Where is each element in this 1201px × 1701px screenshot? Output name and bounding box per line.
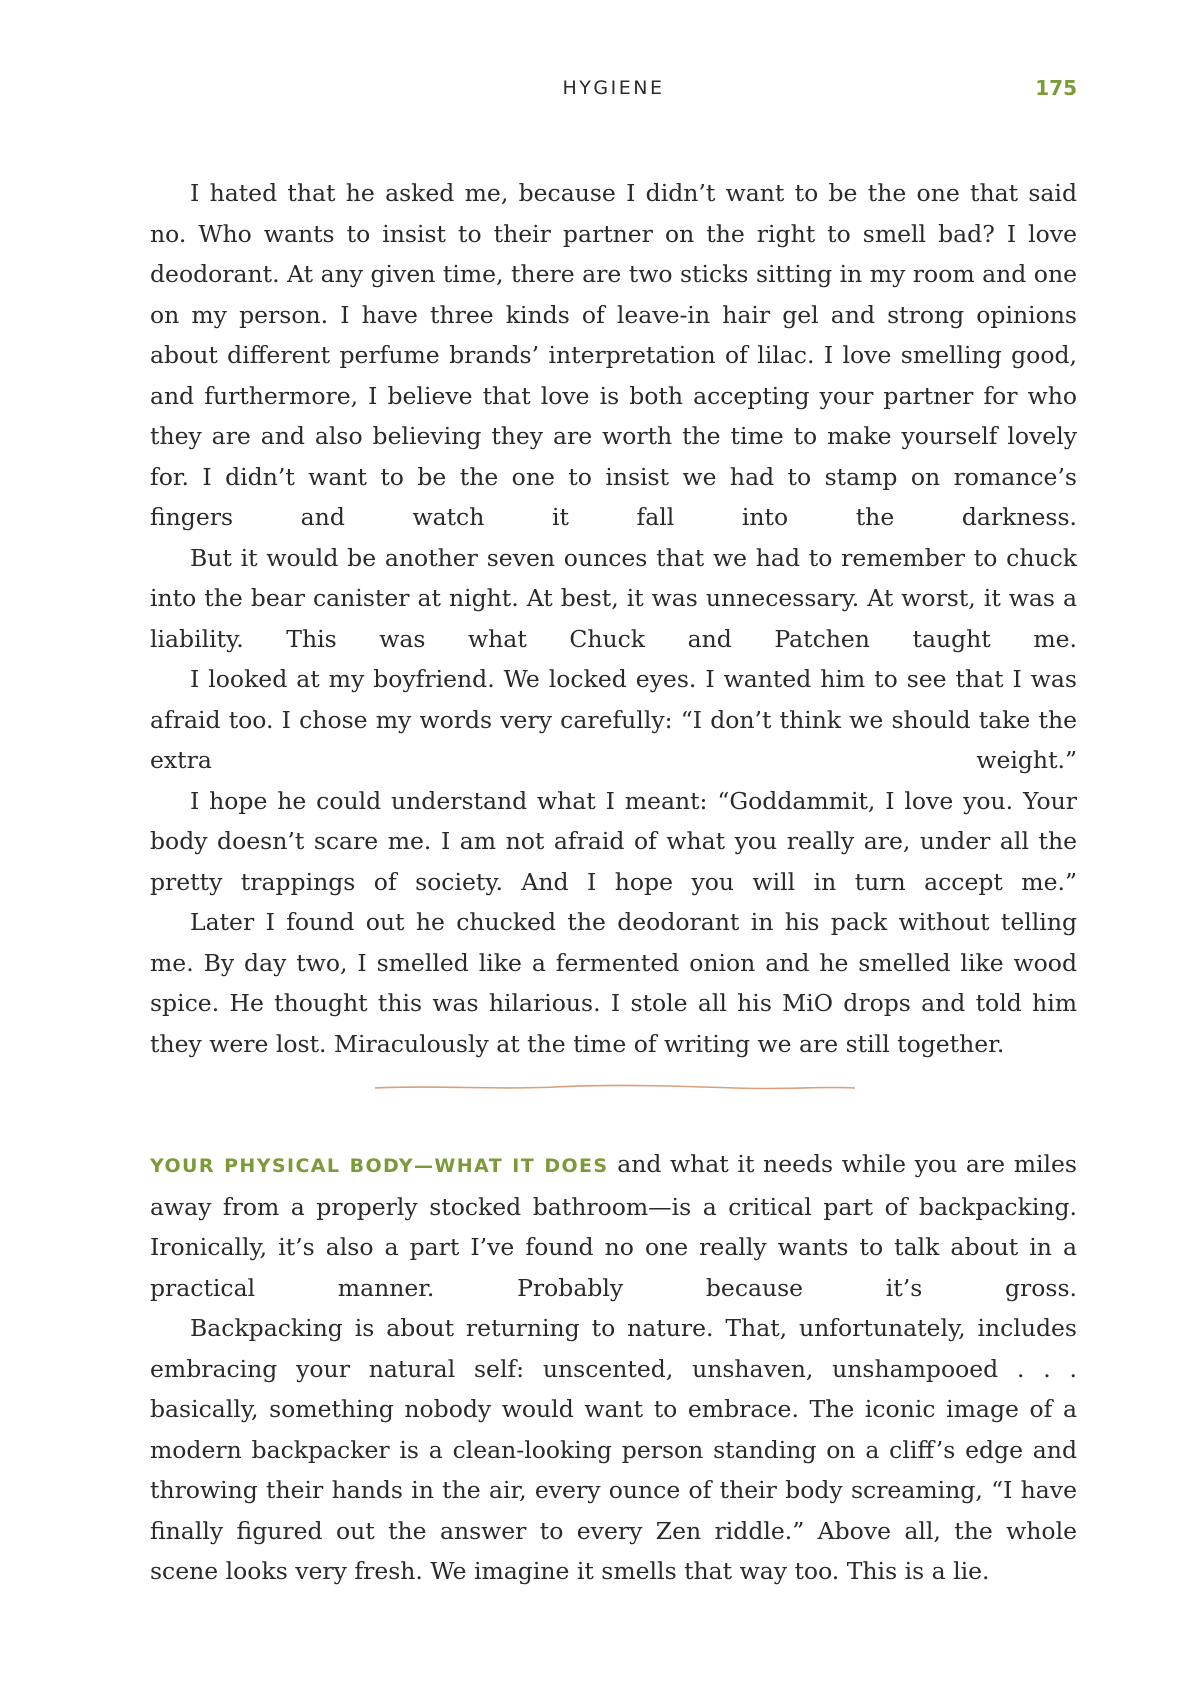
paragraph-what-i-meant: I hope he could understand what I meant: “Goddammit, I love you. Your body doesn’t scare me. I am not afraid of what you really are, under all the pretty trappings of society. And I hope you will in turn accept me.” bbox=[150, 786, 1077, 896]
paragraph-deodorant: I hated that he asked me, because I didn’t want to be the one that said no. Who wants to insist to their partner on the right to smell bad? I love deodorant. At any given time, there are two sticks sitting in my room and one on my person. I have three kinds of leave-in hair gel and strong opinions about different perfume brands’ interpretation of lilac. I love smelling good, and furthermore, I believe that love is both accepting your partner for who they are and also believing they are worth the time to make yourself lovely for. I didn’t want to be the one to insist we had to stamp on romance’s fingers and watch it fall into the darkness. bbox=[150, 179, 1077, 531]
body-section bbox=[150, 1144, 1077, 1592]
section-divider bbox=[375, 1082, 855, 1094]
paragraph-physical-body bbox=[150, 1144, 1077, 1308]
divider-squiggle bbox=[375, 1085, 855, 1088]
running-head bbox=[150, 77, 1077, 107]
paragraph-later: Later I found out he chucked the deodorant in his pack without telling me. By day two, I smelled like a fermented onion and he smelled like wood spice. He thought this was hilarious. I stole all his MiO drops and told him they were lost. Miraculously at the time of writing we are still together. bbox=[150, 908, 1077, 1058]
section-title: HYGIENE bbox=[562, 77, 665, 99]
page-number: 175 bbox=[1035, 76, 1077, 100]
lead-in-caps: YOUR PHYSICAL BODY—WHAT IT DOES bbox=[150, 1155, 609, 1177]
paragraph-locked-eyes: I looked at my boyfriend. We locked eyes. I wanted him to see that I was afraid too. I chose my words very carefully: “I don’t think we should take the extra weight.” bbox=[150, 665, 1077, 774]
paragraph-seven-ounces: But it would be another seven ounces that we had to remember to chuck into the bear canister at night. At best, it was unnecessary. At worst, it was a liability. This was what Chuck and Patchen taught me. bbox=[150, 543, 1077, 653]
lead-in-continuation: and what it needs while you are miles away from a properly stocked bathroom—is a critical part of backpacking. Ironically, it’s also a part I’ve found no one really wants to talk about in a practical manner. Probably because it’s gross. bbox=[150, 1150, 1077, 1302]
paragraph-returning-to-nature: Backpacking is about returning to nature. That, unfortunately, includes embracing your natural self: unscented, unshaven, unshampooed . . . basically, something nobody would want to embrace. The iconic image of a modern backpacker is a clean-looking person standing on a cliff’s edge and throwing their hands in the air, every ounce of their body screaming, “I have finally figured out the answer to every Zen riddle.” Above all, the whole scene looks very fresh. We imagine it smells that way too. This is a lie. bbox=[150, 1314, 1077, 1585]
narrative-section bbox=[150, 173, 1077, 1064]
